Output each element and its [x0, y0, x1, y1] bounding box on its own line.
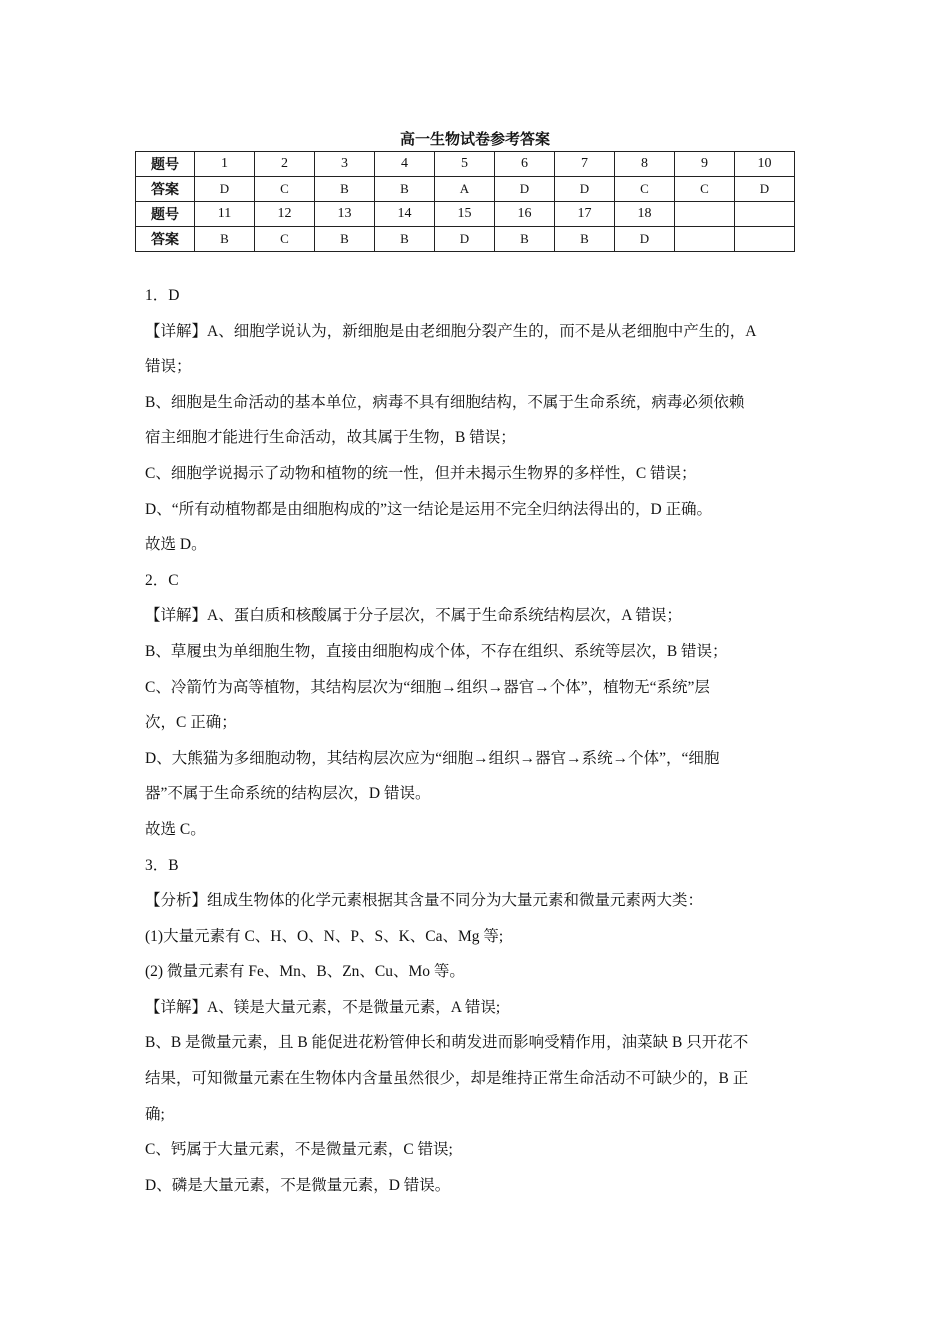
- text-line: 结果，可知微量元素在生物体内含量虽然很少，却是维持正常生命活动不可缺少的，B 正: [145, 1070, 749, 1088]
- answer-cell: C: [255, 177, 315, 202]
- text-line: (1)大量元素有 C、H、O、N、P、S、K、Ca、Mg 等;: [145, 927, 504, 945]
- row-header-question-number: 题号: [136, 202, 195, 227]
- answer-cell: B: [195, 227, 255, 252]
- question-number-cell: 12: [255, 202, 315, 227]
- question-number-cell: 11: [195, 202, 255, 227]
- question-number-cell: 17: [555, 202, 615, 227]
- text-line: 宿主细胞才能进行生命活动，故其属于生物，B 错误；: [145, 429, 516, 447]
- text-line: 确;: [145, 1105, 165, 1123]
- text-line: B、B 是微量元素，且 B 能促进花粉管伸长和萌发进而影响受精作用，油菜缺 B 只开花不: [145, 1034, 749, 1052]
- question-number-cell: 15: [435, 202, 495, 227]
- answer-cell: [735, 227, 795, 252]
- question-number-cell: 3: [315, 152, 375, 177]
- text-line: C、冷箭竹为高等植物，其结构层次为“细胞→组织→器官→个体”，植物无“系统”层: [145, 678, 710, 696]
- answer-cell: A: [435, 177, 495, 202]
- answer-cell: D: [735, 177, 795, 202]
- question-number-cell: [735, 202, 795, 227]
- text-line: 2．C: [145, 571, 179, 589]
- table-row: [136, 202, 795, 227]
- question-number-cell: 8: [615, 152, 675, 177]
- text-line: 故选 D。: [145, 536, 207, 554]
- text-line: D、磷是大量元素，不是微量元素，D 错误。: [145, 1176, 451, 1194]
- answer-cell: D: [555, 177, 615, 202]
- answer-cell: C: [675, 177, 735, 202]
- text-line: C、细胞学说揭示了动物和植物的统一性，但并未揭示生物界的多样性，C 错误；: [145, 464, 697, 482]
- text-line: 1．D: [145, 287, 180, 304]
- page-title: 高一生物试卷参考答案: [399, 130, 550, 148]
- text-line: 次，C 正确；: [145, 714, 237, 732]
- question-number-cell: 16: [495, 202, 555, 227]
- text-line: 【分析】组成生物体的化学元素根据其含量不同分为大量元素和微量元素两大类：: [145, 892, 704, 910]
- answer-cell: B: [315, 177, 375, 202]
- answer-cell: D: [435, 227, 495, 252]
- answer-cell: C: [255, 227, 315, 252]
- text-line: 故选 C。: [145, 820, 206, 838]
- text-line: 【详解】A、蛋白质和核酸属于分子层次，不属于生命系统结构层次，A 错误；: [145, 607, 682, 625]
- answer-explanations: [145, 278, 810, 1203]
- answer-cell: C: [615, 177, 675, 202]
- text-line: (2) 微量元素有 Fe、Mn、B、Zn、Cu、Mo 等。: [145, 963, 465, 981]
- question-number-cell: 9: [675, 152, 735, 177]
- text-line: C、钙属于大量元素，不是微量元素，C 错误;: [145, 1141, 453, 1159]
- answer-cell: B: [315, 227, 375, 252]
- answer-cell: D: [495, 177, 555, 202]
- question-number-cell: 2: [255, 152, 315, 177]
- answer-table: [135, 151, 795, 252]
- row-header-answer: 答案: [136, 227, 195, 252]
- answer-cell: B: [375, 177, 435, 202]
- question-number-cell: 10: [735, 152, 795, 177]
- question-number-cell: 14: [375, 202, 435, 227]
- question-number-cell: 18: [615, 202, 675, 227]
- text-line: B、草履虫为单细胞生物，直接由细胞构成个体，不存在组织、系统等层次，B 错误；: [145, 642, 728, 660]
- answer-cell: D: [195, 177, 255, 202]
- question-number-cell: 1: [195, 152, 255, 177]
- text-line: 3．B: [145, 856, 179, 874]
- text-line: D、“所有动植物都是由细胞构成的”这一结论是运用不完全归纳法得出的，D 正确。: [145, 500, 713, 518]
- text-line: 器”不属于生命系统的结构层次，D 错误。: [145, 785, 431, 803]
- text-line: B、细胞是生命活动的基本单位，病毒不具有细胞结构，不属于生命系统，病毒必须依赖: [145, 393, 745, 411]
- question-number-cell: 5: [435, 152, 495, 177]
- answer-cell: B: [555, 227, 615, 252]
- answer-cell: B: [375, 227, 435, 252]
- table-row: [136, 177, 795, 202]
- question-number-cell: 13: [315, 202, 375, 227]
- text-line: 错误；: [145, 358, 192, 376]
- answer-cell: B: [495, 227, 555, 252]
- table-row: [136, 152, 795, 177]
- row-header-question-number: 题号: [136, 152, 195, 177]
- question-number-cell: [675, 202, 735, 227]
- text-line: 【详解】A、细胞学说认为，新细胞是由老细胞分裂产生的，而不是从老细胞中产生的，A: [145, 322, 757, 340]
- text-line: D、大熊猫为多细胞动物，其结构层次应为“细胞→组织→器官→系统→个体”，“细胞: [145, 749, 720, 767]
- answer-cell: D: [615, 227, 675, 252]
- question-number-cell: 6: [495, 152, 555, 177]
- text-line: 【详解】A、镁是大量元素，不是微量元素，A 错误;: [145, 998, 501, 1016]
- question-number-cell: 4: [375, 152, 435, 177]
- answer-cell: [675, 227, 735, 252]
- row-header-answer: 答案: [136, 177, 195, 202]
- question-number-cell: 7: [555, 152, 615, 177]
- table-row: [136, 227, 795, 252]
